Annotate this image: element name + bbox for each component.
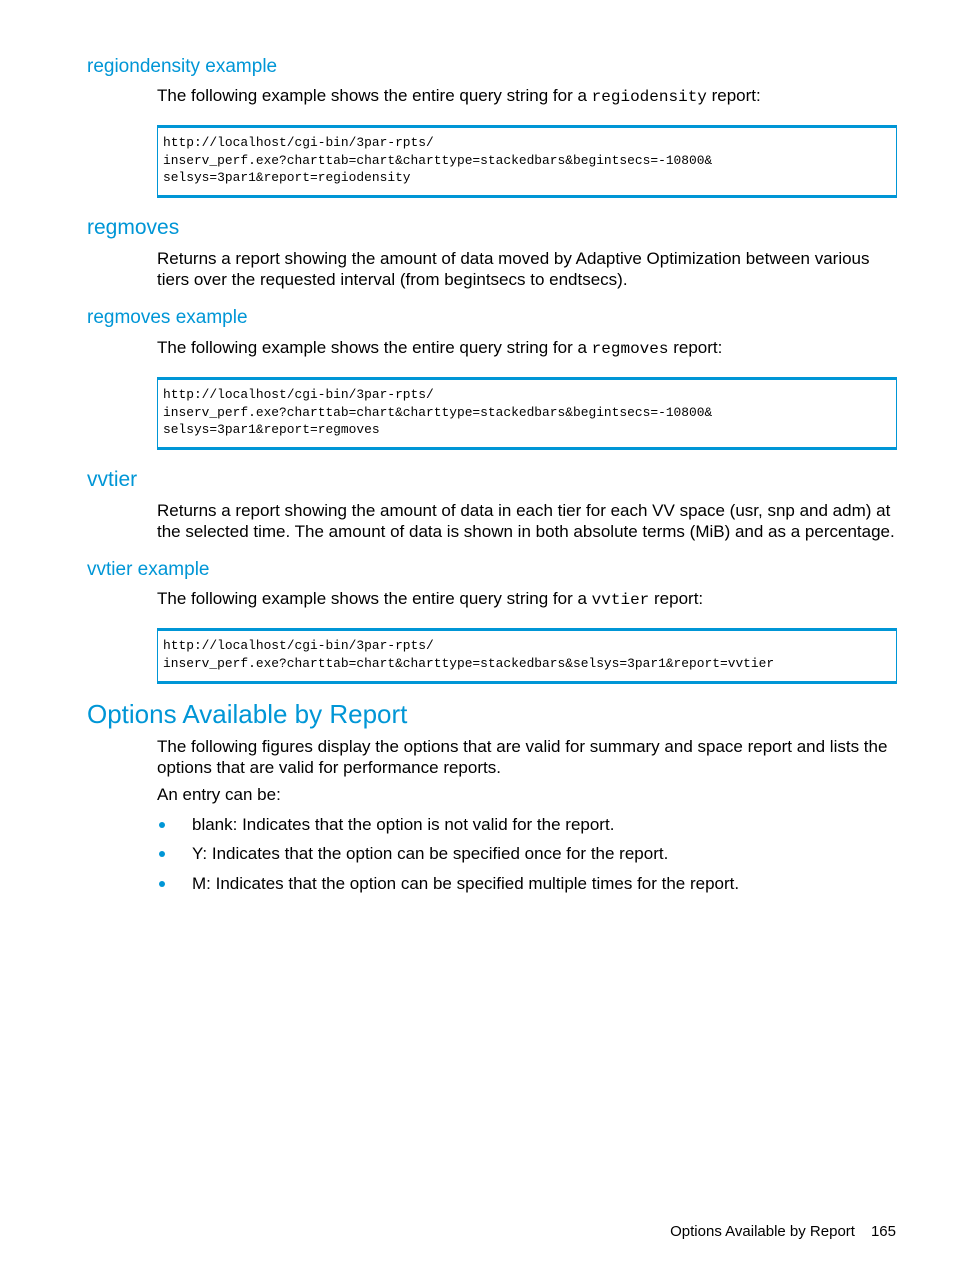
footer-section-title: Options Available by Report: [670, 1223, 855, 1240]
bullet-item-blank: blank: Indicates that the option is not valid for the report.: [192, 815, 615, 834]
page-footer: [670, 1223, 896, 1241]
intro-text-end: report:: [706, 86, 761, 105]
inline-code: regmoves: [591, 340, 669, 358]
code-line: inserv_perf.exe?charttab=chart&charttype=stackedbars&begintsecs=-10800&: [163, 404, 713, 420]
code-line: http://localhost/cgi-bin/3par-rpts/: [163, 135, 434, 150]
vvtier-heading: vvtier: [87, 468, 138, 491]
code-line: selsys=3par1&report=regiodensity: [163, 170, 411, 185]
vvtier-code-block: [157, 628, 897, 684]
inline-code: vvtier: [591, 591, 650, 609]
bullet-marker: [159, 822, 165, 828]
bullet-marker: [159, 851, 165, 857]
regmoves-heading: regmoves: [87, 216, 180, 239]
code-line: http://localhost/cgi-bin/3par-rpts/: [163, 387, 434, 402]
page-number: 165: [870, 1223, 896, 1240]
regmoves-description: Returns a report showing the amount of data moved by Adaptive Optimization between various tiers over the requested interval (from begintsecs to endtsecs).: [157, 249, 870, 289]
regmoves-example-intro: [157, 337, 897, 360]
inline-code: regiodensity: [591, 88, 707, 106]
regiodensity-example-heading: regiondensity example: [87, 56, 278, 77]
bullet-item-m: M: Indicates that the option can be specified multiple times for the report.: [192, 874, 740, 893]
intro-text: The following example shows the entire query string for a: [157, 338, 592, 357]
intro-text: The following example shows the entire query string for a: [157, 86, 592, 105]
code-line: selsys=3par1&report=regmoves: [163, 422, 380, 437]
vvtier-example-intro: [157, 588, 897, 611]
intro-text: The following example shows the entire query string for a: [157, 589, 592, 608]
vvtier-example-heading: vvtier example: [87, 559, 210, 580]
intro-text-end: report:: [649, 589, 704, 608]
regmoves-code-block: [157, 377, 897, 450]
options-section-title: Options Available by Report: [87, 699, 408, 729]
intro-text-end: report:: [668, 338, 723, 357]
bullet-item-y: Y: Indicates that the option can be specified once for the report.: [192, 844, 669, 863]
code-line: inserv_perf.exe?charttab=chart&charttype=stackedbars&selsys=3par1&report=vvtier: [163, 655, 775, 671]
entry-intro: An entry can be:: [157, 785, 281, 804]
options-description: The following figures display the options that are valid for summary and space report and lists the options that are valid for performance reports.: [157, 737, 888, 777]
bullet-marker: [159, 881, 165, 887]
regmoves-example-heading: regmoves example: [87, 307, 248, 328]
regiodensity-code-block: [157, 125, 897, 198]
code-line: inserv_perf.exe?charttab=chart&charttype=stackedbars&begintsecs=-10800&: [163, 152, 713, 168]
regiodensity-example-intro: [157, 85, 897, 108]
code-line: http://localhost/cgi-bin/3par-rpts/: [163, 638, 434, 653]
vvtier-description: Returns a report showing the amount of data in each tier for each VV space (usr, snp and adm) at the selected time. The amount of data is shown in both absolute terms (MiB) and as a percentage.: [157, 501, 895, 541]
